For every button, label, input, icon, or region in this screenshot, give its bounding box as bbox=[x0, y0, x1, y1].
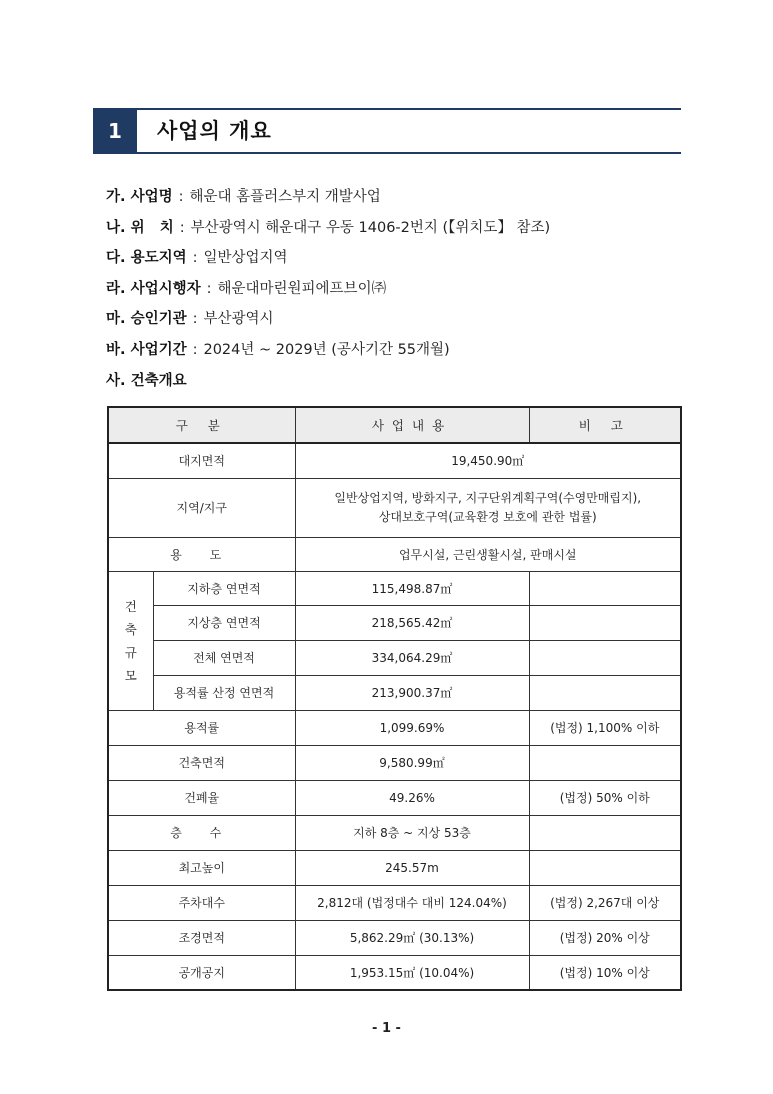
table-row: 주차대수 2,812대 (법정대수 대비 124.04%) (법정) 2,267대 이상 bbox=[108, 885, 681, 920]
table-row: 지역/지구 일반상업지역, 방화지구, 지구단위계획구역(수영만매립지), 상대보호구역(교육환경 보호에 관한 법률) bbox=[108, 478, 681, 537]
section-title: 사업의 개요 bbox=[157, 119, 272, 143]
building-overview-table bbox=[107, 406, 682, 991]
header-category: 구 분 bbox=[108, 407, 295, 443]
building-scale-label: 건 축 규 모 bbox=[108, 571, 153, 710]
table-row: 공개공지 1,953.15㎡ (10.04%) (법정) 10% 이상 bbox=[108, 955, 681, 990]
header-content: 사업내용 bbox=[295, 407, 529, 443]
header-note: 비 고 bbox=[529, 407, 681, 443]
table-row: 최고높이 245.57m bbox=[108, 850, 681, 885]
info-developer: 라. 사업시행자 : 해운대마린원피에프브이㈜ bbox=[106, 280, 387, 297]
table-row: 건축면적 9,580.99㎡ bbox=[108, 745, 681, 780]
table-row: 건폐율 49.26% (법정) 50% 이하 bbox=[108, 780, 681, 815]
info-building-overview: 사. 건축개요 bbox=[106, 372, 187, 389]
info-location: 나. 위 치 : 부산광역시 해운대구 우동 1406-2번지 (【위치도】 참조) bbox=[106, 219, 551, 236]
table-row: 층 수 지하 8층 ~ 지상 53층 bbox=[108, 815, 681, 850]
section-number: 1 bbox=[93, 110, 137, 152]
table-row: 대지면적 19,450.90㎡ bbox=[108, 443, 681, 478]
info-project-name: 가. 사업명 : 해운대 홈플러스부지 개발사업 bbox=[106, 189, 381, 205]
info-project-period: 바. 사업기간 : 2024년 ~ 2029년 (공사기간 55개월) bbox=[106, 341, 450, 358]
section-header bbox=[93, 108, 681, 154]
table-row: 건 축 규 모 지하층 연면적 115,498.87㎡ bbox=[108, 571, 681, 605]
table-row: 조경면적 5,862.29㎡ (30.13%) (법정) 20% 이상 bbox=[108, 920, 681, 955]
page-number: - 1 - bbox=[372, 1021, 401, 1036]
info-zoning: 다. 용도지역 : 일반상업지역 bbox=[106, 250, 288, 267]
table-row: 지상층 연면적 218,565.42㎡ bbox=[108, 605, 681, 640]
table-row: 용 도 업무시설, 근린생활시설, 판매시설 bbox=[108, 537, 681, 571]
overview-info-list bbox=[106, 182, 706, 396]
table-row: 용적률 산정 연면적 213,900.37㎡ bbox=[108, 675, 681, 710]
table-row: 용적률 1,099.69% (법정) 1,100% 이하 bbox=[108, 710, 681, 745]
table-row: 전체 연면적 334,064.29㎡ bbox=[108, 640, 681, 675]
table-header-row bbox=[108, 407, 681, 443]
info-approval-authority: 마. 승인기관 : 부산광역시 bbox=[106, 311, 274, 328]
